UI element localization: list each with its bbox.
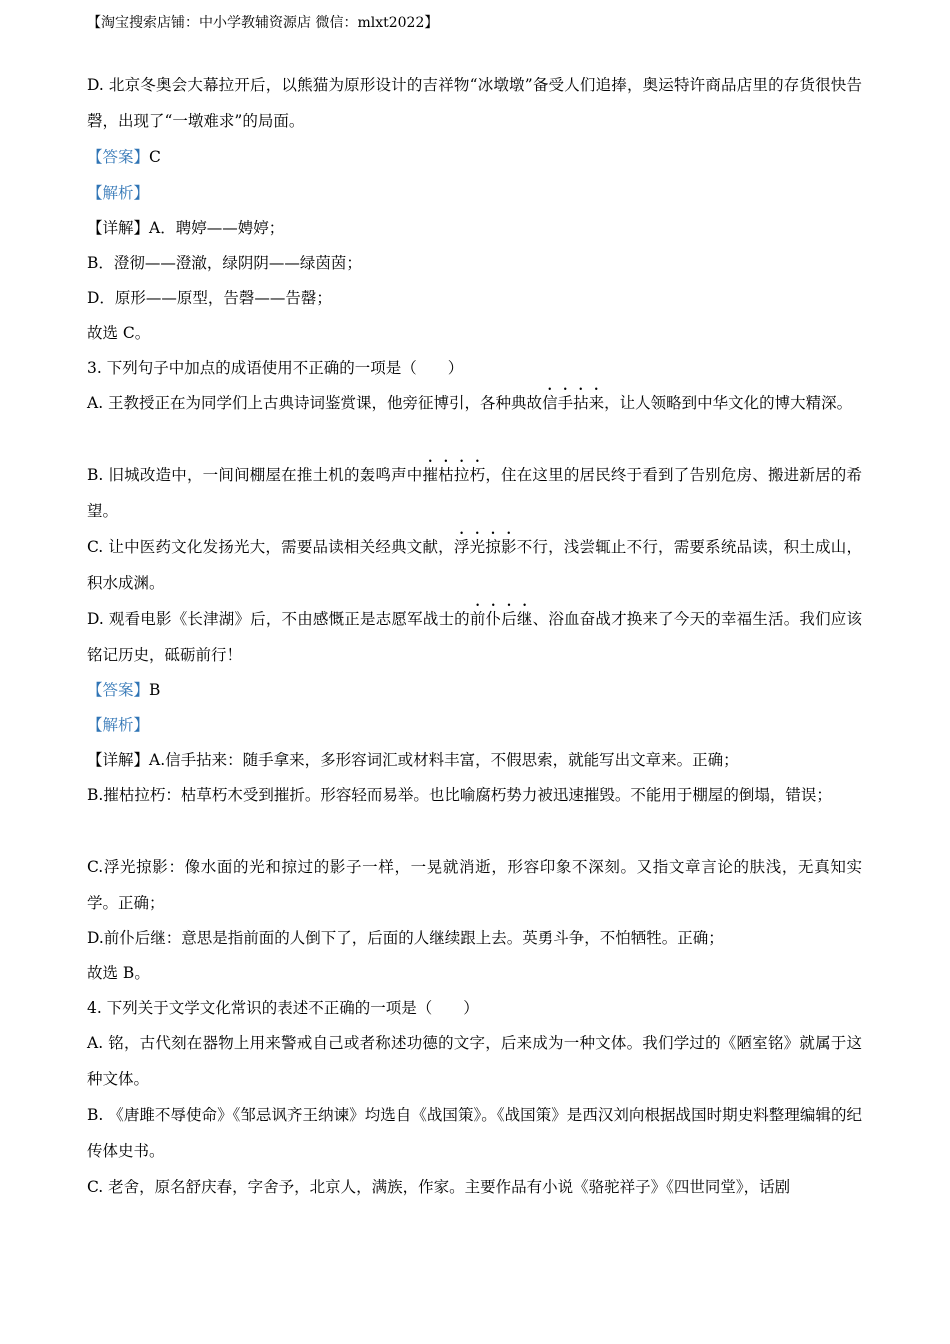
- q3-detail-c: C.浮光掠影：像水面的光和掠过的影子一样，一晃就消逝，形容印象不深刻。又指文章言论的肤浅，无真知实学。正确；: [87, 858, 862, 912]
- q3-detail-b: B.摧枯拉朽：枯草朽木受到摧折。形容轻而易举。也比喻腐朽势力被迅速摧毁。不能用于棚屋的倒塌，错误；: [87, 786, 832, 804]
- q2-detail-b: B．澄彻——澄澈，绿阴阴——绿茵茵；: [87, 254, 362, 272]
- option-d-text-pre: D. 观看电影《长津湖》后，不由感慨正是志愿军战士的: [87, 610, 470, 628]
- q3-option-c: [87, 529, 862, 601]
- q4-option-b: B. 《唐雎不辱使命》《邹忌讽齐王纳谏》均选自《战国策》。《战国策》是西汉刘向根据战国时期史料整理编辑的纪传体史书。: [87, 1106, 862, 1160]
- q3-option-b: [87, 457, 862, 529]
- q3-detail-d: D.前仆后继：意思是指前面的人倒下了，后面的人继续跟上去。英勇斗争，不怕牺牲。正确；: [87, 929, 724, 947]
- option-a-idiom: 信手拈来: [542, 394, 605, 412]
- answer-value: B: [149, 681, 161, 699]
- page-header-watermark: 【淘宝搜索店铺：中小学教辅资源店 微信：mlxt2022】: [87, 15, 439, 31]
- option-d-idiom: 前仆后继: [469, 610, 533, 628]
- q4-stem: 4. 下列关于文学文化常识的表述不正确的一项是（ ）: [87, 999, 479, 1017]
- q3-conclusion: 故选 B。: [87, 964, 150, 982]
- option-a-text-pre: A. 王教授正在为同学们上古典诗词鉴赏课，他旁征博引，各种典故: [87, 394, 543, 412]
- option-d-text-post: 、浴血奋战才换来了今天的幸福生活。我们应该铭记历史，砥砺前行！: [87, 610, 862, 664]
- q2-analysis-label: [87, 175, 862, 211]
- q2-conclusion: 故选 C。: [87, 324, 151, 342]
- q4-option-c: C. 老舍，原名舒庆春，字舍予，北京人，满族，作家。主要作品有小说《骆驼祥子》《四世同堂》，话剧: [87, 1178, 791, 1196]
- q2-detail-a: [87, 210, 862, 246]
- analysis-label: 【解析】: [87, 716, 150, 734]
- option-a-text-post: ，让人领略到中华文化的博大精深。: [604, 394, 853, 412]
- detail-a-text: A．聘婷——娉婷；: [149, 219, 285, 237]
- detail-label: 【详解】: [87, 751, 150, 769]
- option-c-text-pre: C. 让中医药文化发扬光大，需要品读相关经典文献，: [87, 538, 454, 556]
- analysis-label: 【解析】: [87, 184, 150, 202]
- detail-a-text: A.信手拈来：随手拿来，多形容词汇或材料丰富，不假思索，就能写出文章来。正确；: [149, 751, 739, 769]
- option-b-text-post: ，住在这里的居民终于看到了告别危房、搬进新居的希望。: [87, 466, 862, 520]
- q3-detail-a: [87, 742, 862, 778]
- option-c-text-post: 不行，浅尝辄止不行，需要系统品读，积土成山，积水成渊。: [87, 538, 862, 592]
- option-b-text-pre: B. 旧城改造中，一间间棚屋在推土机的轰鸣声中: [87, 466, 423, 484]
- option-b-idiom: 摧枯拉朽: [422, 466, 486, 484]
- q2-option-d: D. 北京冬奥会大幕拉开后，以熊猫为原形设计的吉祥物“冰墩墩”备受人们追捧，奥运特许商品店里的存货很快告磬，出现了“一墩难求”的局面。: [87, 76, 862, 130]
- q3-option-d: [87, 601, 862, 673]
- q3-option-a: [87, 385, 862, 421]
- answer-label: 【答案】: [87, 148, 150, 166]
- q4-option-a: A. 铭，古代刻在器物上用来警戒自己或者称述功德的文字，后来成为一种文体。我们学过的《陋室铭》就属于这种文体。: [87, 1034, 862, 1088]
- answer-label: 【答案】: [87, 681, 150, 699]
- q3-answer: [87, 672, 862, 708]
- q3-stem: 3. 下列句子中加点的成语使用不正确的一项是（ ）: [87, 359, 464, 377]
- option-c-idiom: 浮光掠影: [453, 538, 517, 556]
- q2-answer: [87, 139, 862, 175]
- detail-label: 【详解】: [87, 219, 150, 237]
- q3-analysis-label: [87, 707, 862, 743]
- answer-value: C: [149, 148, 161, 166]
- q2-detail-d: D．原形——原型，告磬——告罄；: [87, 289, 332, 307]
